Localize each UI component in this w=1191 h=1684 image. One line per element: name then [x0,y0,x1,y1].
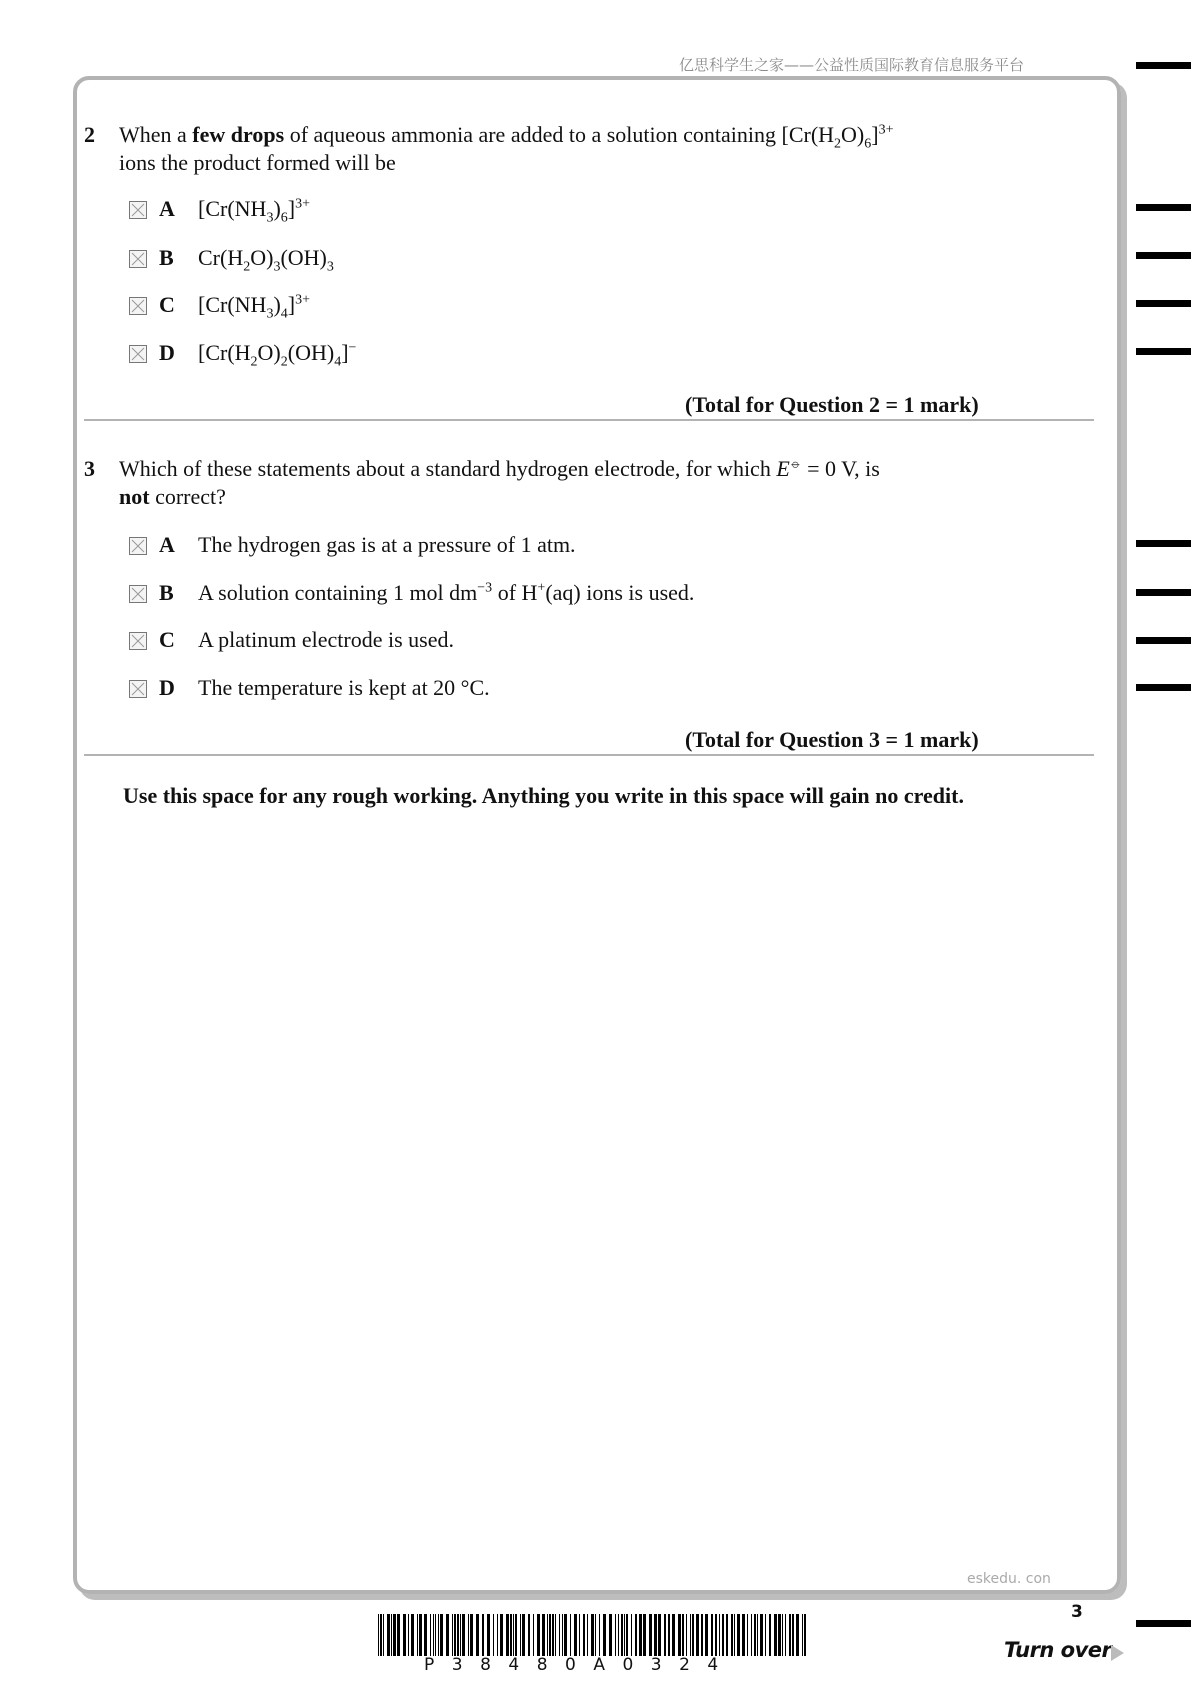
barcode-bar [513,1614,514,1656]
margin-mark [1136,62,1191,69]
answer-checkbox-c[interactable] [129,632,147,650]
margin-mark [1136,589,1191,596]
barcode-bar [792,1614,794,1656]
site-header-text: 亿思科学生之家——公益性质国际教育信息服务平台 [679,56,1025,74]
barcode-bar [672,1614,675,1656]
barcode-bar [547,1614,548,1656]
barcode-bar [609,1614,612,1656]
barcode-bar [692,1614,694,1656]
barcode-bar [446,1614,449,1656]
barcode-bar [454,1614,456,1656]
answer-checkbox-c[interactable] [129,297,147,315]
option-letter: A [159,532,175,557]
barcode-bar [754,1614,756,1656]
barcode-bar [654,1614,657,1656]
answer-checkbox-a[interactable] [129,201,147,219]
barcode-bar [686,1614,687,1656]
option-text: The temperature is kept at 20 °C. [198,675,490,700]
margin-mark [1136,252,1191,259]
option-letter: A [159,196,175,221]
barcode-bar [785,1614,786,1656]
barcode-bar [760,1614,763,1656]
page-number: 3 [1071,1602,1083,1622]
barcode-bar [430,1614,431,1656]
barcode-bar [658,1614,661,1656]
question-3-text: Which of these statements about a standard hydrogen electrode, for which E⦵ = 0 V, is [119,456,880,481]
barcode-bar [457,1614,459,1656]
barcode-bar [468,1614,469,1656]
divider [84,754,1094,756]
barcode-bar [460,1614,461,1656]
barcode-bar [470,1614,473,1656]
barcode-bar [515,1614,517,1656]
barcode-bar [782,1614,783,1656]
barcode-number: P38480A0324 [424,1655,736,1675]
barcode-bar [438,1614,439,1656]
barcode-bar [435,1614,436,1656]
barcode-bar [742,1614,745,1656]
barcode-bar [564,1614,567,1656]
barcode-bar [383,1614,384,1656]
barcode-bar [599,1614,600,1656]
barcode-bar [500,1614,503,1656]
barcode-bar [424,1614,427,1656]
option-letter: D [159,340,175,365]
barcode-bar [542,1614,545,1656]
option-letter: C [159,292,175,317]
barcode-bar [555,1614,556,1656]
option-letter: B [159,245,174,270]
barcode-bar [583,1614,585,1656]
barcode-bar [391,1614,392,1656]
barcode-bar [387,1614,390,1656]
question-3-total: (Total for Question 3 = 1 mark) [685,727,979,752]
option-text: A solution containing 1 mol $dm^{-3}$ of H+(aq) ions is used. [198,580,695,605]
barcode-bar [701,1614,703,1656]
barcode-bar [552,1614,554,1656]
barcode-bar [570,1614,571,1656]
watermark: eskedu. con [967,1571,1051,1587]
option-text: $[Cr(H_2O)_2(OH)_4]^-$ [198,340,357,370]
margin-mark [1136,1620,1191,1627]
option-text: $[Cr(NH_3)_6]^{3+}$ [198,196,310,226]
barcode-bar [796,1614,799,1656]
answer-checkbox-d[interactable] [129,680,147,698]
question-2-number: 2 [84,122,95,147]
barcode-bar [440,1614,443,1656]
barcode-bar [624,1614,625,1656]
barcode-bar [696,1614,699,1656]
barcode-bar [765,1614,766,1656]
barcode-bar [493,1614,494,1656]
barcode-bar [778,1614,781,1656]
barcode-bar [574,1614,577,1656]
barcode-bar [715,1614,717,1656]
question-2-text: When a few drops of aqueous ammonia are added to a solution containing $[Cr(H_2O)_6]^{3+}$ [119,122,894,152]
barcode-bar [618,1614,619,1656]
barcode-bar [804,1614,806,1656]
barcode-bar [668,1614,670,1656]
barcode-bar [747,1614,748,1656]
barcode-bar [631,1614,632,1656]
option-text: $[Cr(NH_3)_4]^{3+}$ [198,292,310,322]
question-3-text-line2: not correct? [119,484,226,509]
option-text: The hydrogen gas is at a pressure of 1 atm. [198,532,576,557]
answer-checkbox-b[interactable] [129,250,147,268]
barcode-bar [626,1614,628,1656]
option-letter: D [159,675,175,700]
question-2-text-line2: ions the product formed will be [119,150,396,175]
question-3-number: 3 [84,456,95,481]
margin-mark [1136,204,1191,211]
barcode-bar [378,1614,379,1656]
margin-mark [1136,540,1191,547]
barcode-bar [403,1614,406,1656]
margin-mark [1136,348,1191,355]
barcode-bar [649,1614,652,1656]
barcode-bar [615,1614,616,1656]
barcode-bar [690,1614,691,1656]
barcode-bar [719,1614,720,1656]
barcode-bar [769,1614,771,1656]
rough-working-notice: Use this space for any rough working. Anything you write in this space will gain no credit. [123,783,964,808]
barcode-bar [482,1614,484,1656]
option-text: $Cr(H_2O)_3(OH)_3$ [198,245,334,275]
option-letter: B [159,580,174,605]
margin-mark [1136,637,1191,644]
barcode-bar [664,1614,666,1656]
turn-over-label: Turn over [1004,1638,1112,1662]
barcode-bar [522,1614,525,1656]
barcode-bar [774,1614,777,1656]
answer-checkbox-b[interactable] [129,585,147,603]
answer-checkbox-d[interactable] [129,345,147,363]
barcode-bar [528,1614,530,1656]
barcode-bar [587,1614,588,1656]
barcode-bar [591,1614,594,1656]
barcode-bar [711,1614,713,1656]
arrow-right-icon [1110,1643,1126,1663]
barcode-bar [562,1614,563,1656]
barcode-bar [731,1614,733,1656]
barcode-bar [643,1614,646,1656]
barcode-bar [520,1614,521,1656]
barcode-bar [393,1614,396,1656]
barcode-bar [487,1614,490,1656]
barcode-bar [737,1614,740,1656]
barcode-bar [579,1614,580,1656]
barcode-bar [751,1614,752,1656]
answer-checkbox-a[interactable] [129,537,147,555]
barcode-bar [789,1614,791,1656]
barcode-bar [397,1614,400,1656]
barcode-bar [802,1614,803,1656]
barcode-bar [682,1614,684,1656]
margin-mark [1136,684,1191,691]
barcode-bar [621,1614,623,1656]
barcode-bar [705,1614,708,1656]
barcode-bar [559,1614,560,1656]
barcode-bar [452,1614,453,1656]
barcode-bar [678,1614,681,1656]
divider [84,419,1094,421]
barcode-bar [411,1614,414,1656]
question-2-total: (Total for Question 2 = 1 mark) [685,392,979,417]
barcode-bar [537,1614,540,1656]
barcode-bar [506,1614,509,1656]
barcode-bar [510,1614,512,1656]
barcode-bar [757,1614,758,1656]
option-letter: C [159,627,175,652]
option-text: A platinum electrode is used. [198,627,454,652]
barcode-bar [476,1614,479,1656]
barcode-bar [635,1614,637,1656]
barcode-bar [417,1614,418,1656]
barcode-bar [408,1614,409,1656]
barcode-bar [433,1614,434,1656]
barcode-bar [595,1614,596,1656]
barcode-bar [533,1614,534,1656]
barcode-bar [726,1614,728,1656]
barcode-bar [497,1614,498,1656]
barcode-bar [380,1614,382,1656]
barcode-bar [419,1614,422,1656]
margin-mark [1136,300,1191,307]
barcode [378,1614,812,1658]
barcode-bar [462,1614,465,1656]
barcode-bar [639,1614,642,1656]
barcode-bar [734,1614,735,1656]
barcode-bar [603,1614,606,1656]
barcode-bar [722,1614,724,1656]
barcode-bar [549,1614,551,1656]
